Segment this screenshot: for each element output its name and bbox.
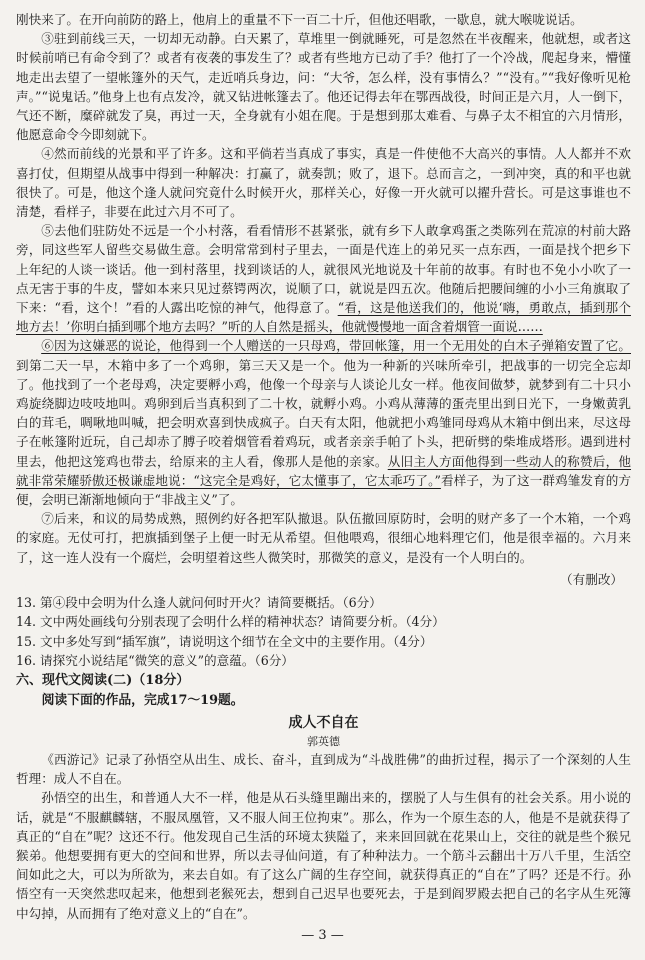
reading-instruction: 阅读下面的作品，完成17～19题。 — [41, 692, 244, 708]
underlined-sentence-2: 从旧主人方面他得到一些动人的称赞后，他就非常荣耀骄傲还极谦虚地说：“这完全是鸡好，它太懂事了，它太乖巧了。” — [16, 453, 632, 488]
essay-title: 成人不自在 — [288, 714, 359, 731]
story-paragraph-5-text: ⑤去他们驻防处不远是一个小村落，看看情形不甚紧张，就有乡下人敢拿鸡蛋之类陈列在荒凉的村前大路旁，同这些军人留些交易做生意。会明常常到村子里去，一面是代连上的弟兄买一点东西，一面是找个把乡下上年纪的人谈一谈话。他一到村落里，找到谈话的人，就很风光地说及十年前的故事。有时也不免小小吹了一点无害于事的牛皮，譬如本来只见过蔡锷两次，说顺了口，就说是四五次。他随后把腰间缠的小小三角旗取了下来：“看，这个！”看的人露出吃惊的神气，他得意了。 — [16, 223, 631, 316]
question-15: 15. 文中多处写到“插军旗”，请说明这个细节在全文中的主要作用。（4分） — [16, 633, 433, 649]
essay-paragraph-1: 《西游记》记录了孙悟空从出生、成长、奋斗，直到成为“斗战胜佛”的曲折过程，揭示了一个深刻的人生哲理：成人不自在。 — [16, 751, 631, 787]
question-14: 14. 文中两处画线句分别表现了会明什么样的精神状态？请简要分析。（4分） — [16, 614, 445, 630]
story-paragraph-6-end: 看样子，为了这一群鸡雏发育的方便，会明已渐渐地倾向于“非战主义”了。 — [16, 472, 632, 508]
story-paragraph-3: ③驻到前线三天，一切却无动静。白天累了，草堆里一倒就睡死，可是忽然在半夜醒来，他就想，或者这时候前哨已有命令到了？或者有夜袭的事发生了？或者有些地方已动了手？他打了一个冷战，爬起身来，懵懂地走出去望了一望帐篷外的天气，走近哨兵身边，问：“大爷，怎么样，没有事情么？”“没有。”“我好像听见枪声。”“说鬼话。”他身上也有点发冷，就又钻进帐篷去了。他还记得去年在鄂西战役，时间正是六月，人一倒下，气还不断，糜碎就发了臭，再过一天，全身就有小姐在爬。于是想到那太难看、与鼻子太不相宜的六月情形，他愿意命令今即刻就下。 — [16, 31, 631, 143]
page-number: — 3 — — [301, 928, 344, 943]
story-paragraph-5 — [16, 221, 631, 336]
essay-paragraph-2: 孙悟空的出生，和普通人大不一样，他是从石头缝里蹦出来的，摆脱了人与生俱有的社会关系。用小说的话，就是“不服麒麟辖，不服凤凰管，又不服人间王位拘束”。那么，作为一个原生态的人，他是不是就获得了真正的“自在”呢？这还不行。他发现自己生活的环境太狭隘了，来来回回就在花果山上，交往的就是些个猴兄猴弟。他想要拥有更大的空间和世界，所以去寻仙问道，有了种种法力。一个筋斗云翻出十万八千里，生活空间如此之大，可以为所欲为，来去自如。有了这么广阔的生存空间，就获得真正的“自在”了吗？还是不行。孙悟空有一天突然悲叹起来，他想到老猴死去，想到自己迟早也要死去，于是到阎罗殿去把自己的名字从生死簿中勾掉，从而拥有了绝对意义上的“自在”。 — [16, 790, 631, 921]
story-paragraph-6 — [16, 336, 631, 509]
underlined-sentence-1: “看，这是他送我们的，他说‘嗨，勇敢点，插到那个地方去！’你明白插到哪个地方去吗？”听的人自然是摇头，他就慢慢地一面含着烟管一面说…… — [16, 300, 631, 335]
section-heading: 六、现代文阅读(二)（18分） — [16, 672, 190, 688]
question-16: 16. 请探究小说结尾“微笑的意义”的意蕴。（6分） — [16, 653, 294, 669]
story-paragraph-continued: 刚快来了。在开向前防的路上，他肩上的重量不下一百二十斤，但他还唱歌，一歇息，就大喉咙说话。 — [16, 12, 583, 27]
underlined-opening: ⑥因为这嫌恶的说论，他得到一个人赠送的一只母鸡，带回帐篷，用一个无用处的白木子弹箱安置了它。 — [41, 338, 631, 354]
story-paragraph-4: ④然而前线的光景和平了许多。这和平倘若当真成了事实，真是一件使他不大高兴的事情。人人都并不欢喜打仗，但期望从战事中得到一种解决：打赢了，就奏凯；败了，退下。总而言之，一到冲突，真的和平也就很快了。可是，他这个逢人就问究竟什么时候开火，那样关心，好像一开火就可以擢升营长。可是这事谁也不清楚，看样子，非要在此过六月不可了。 — [16, 146, 631, 220]
story-paragraph-6-text: 到第二天一早，木箱中多了一个鸡卵，第三天又是一个。他为一种新的兴味所牵引，把战事的一切完全忘却了。他找到了一个老母鸡，决定要孵小鸡，他像一个母亲与人谈论儿女一样。他夜间做梦，就梦到有二十只小鸡旋绕脚边吱吱地叫。鸡卵到后当真积到了二十枚，就孵小鸡。小鸡从薄薄的蛋壳里出到日光下，一身嫩黄乳白的茸毛，啁啾地叫喊，把会明欢喜到快成疯子。白天有太阳，他就把小鸡雏同母鸡从木箱中倒出来，尽这母子在帐篷附近玩，自己却赤了膊子咬着烟管看着鸡玩，或者亲亲手帕了卜头，把斫劈的柴堆成塔形。遇到进村里去，他把这笼鸡也带去，给原来的主人看，像那人是他的亲家。 — [16, 357, 631, 469]
question-13: 13. 第④段中会明为什么逢人就问何时开火？请简要概括。（6分） — [16, 594, 382, 610]
story-paragraph-7: ⑦后来，和议的局势成熟，照例约好各把军队撤退。队伍撤回原防时，会明的财产多了一个木箱，一个鸡的家庭。无仗可打，把旗插到堡子上便一时无从希望。但他喂鸡，很细心地料理它们，他是很幸福的。六月来了，这一连人没有一个腐烂，会明望着这些人微笑时，那微笑的意义，是没有一个人明白的。 — [16, 511, 631, 565]
essay-author: 郭英德 — [307, 734, 340, 748]
source-note: （有删改） — [560, 571, 623, 587]
